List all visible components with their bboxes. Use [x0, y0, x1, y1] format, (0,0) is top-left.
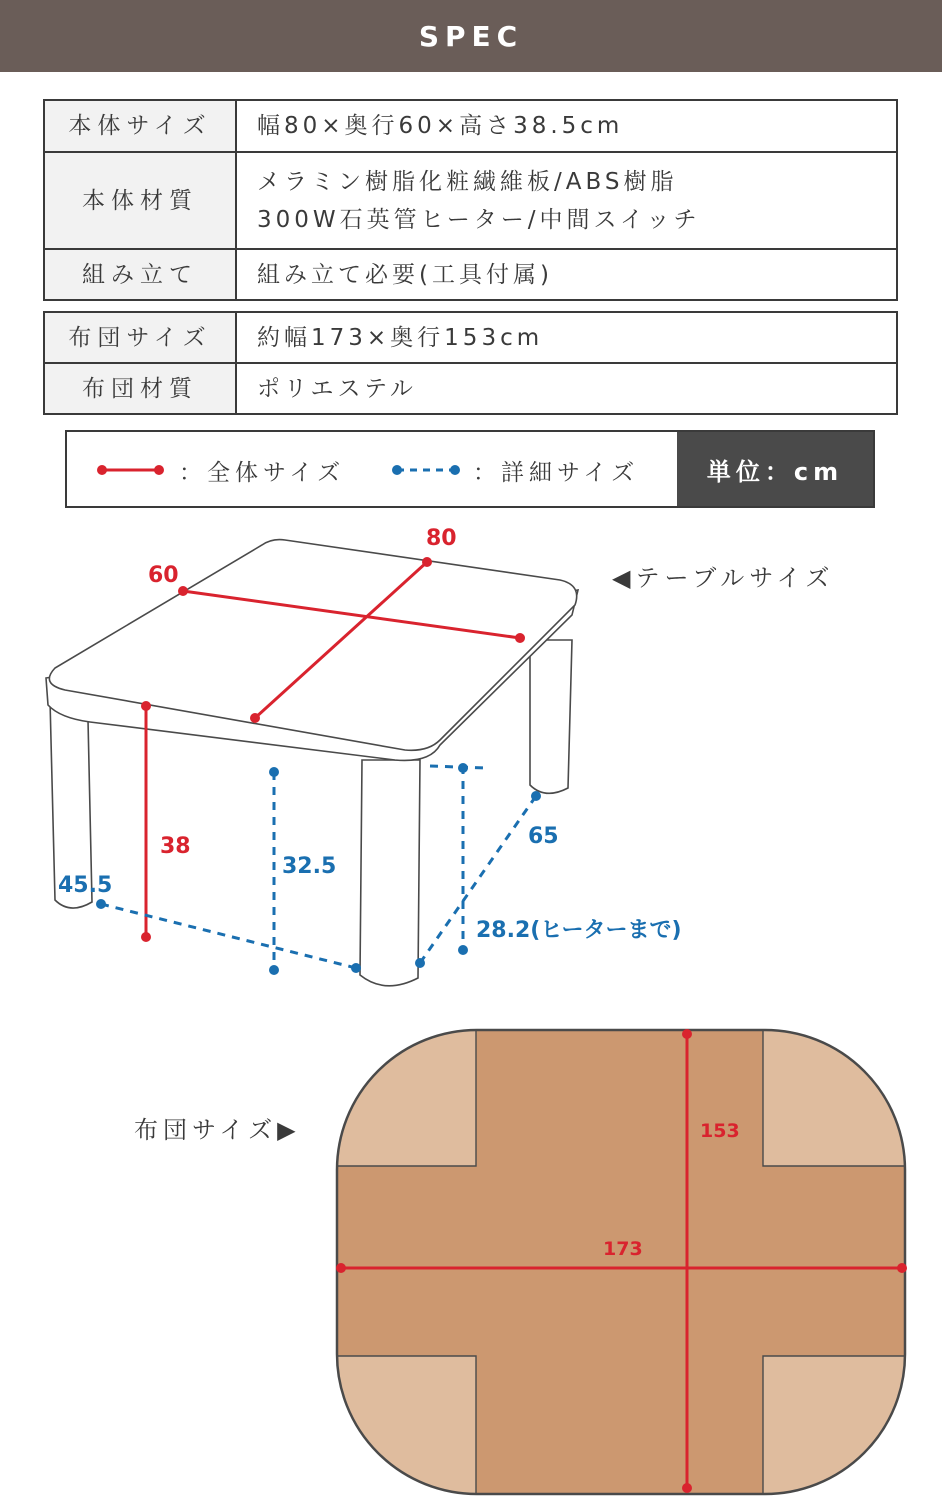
dimension-dot [458, 763, 468, 773]
left-depth-line [101, 904, 356, 968]
table-leg-front-right [360, 760, 420, 986]
dim-label-right-depth: 65 [528, 824, 559, 849]
dimension-dot [422, 557, 432, 567]
spec-value: 約幅173×奥行153cm [236, 312, 897, 363]
dimension-dot [96, 899, 106, 909]
spec-value: ポリエステル [236, 363, 897, 414]
dim-label-height: 38 [160, 834, 191, 859]
dimension-dot [415, 958, 425, 968]
overall-size-label: ：全体サイズ [179, 460, 346, 486]
spec-key: 布団材質 [44, 363, 236, 414]
spec-value-line: メラミン樹脂化粧繊維板/ABS樹脂 [257, 168, 678, 195]
dimension-dot [269, 965, 279, 975]
dim-label-width: 80 [426, 526, 457, 551]
dimension-dot [141, 932, 151, 942]
spec-value-line: 300W石英管ヒーター/中間スイッチ [257, 206, 701, 233]
dim-label-heater-height: 28.2(ヒーターまで) [476, 918, 682, 943]
detail-size-label: ：詳細サイズ [473, 460, 640, 486]
futon-depth-label: 153 [700, 1120, 740, 1142]
unit-badge: 単位：cm [677, 432, 873, 506]
spec-key: 本体サイズ [44, 100, 236, 152]
dimension-dot [458, 945, 468, 955]
spec-value: 幅80×奥行60×高さ38.5cm [236, 100, 897, 152]
spec-key: 本体材質 [44, 152, 236, 249]
dimension-dot [682, 1029, 692, 1039]
heater-ref-line [430, 766, 486, 768]
futon-width-label: 173 [603, 1238, 643, 1260]
dimension-dot [531, 791, 541, 801]
futon-size-caption: 布団サイズ▶ [134, 1116, 301, 1144]
dimension-dot [336, 1263, 346, 1273]
spec-key: 組み立て [44, 249, 236, 300]
futon-illustration [337, 1030, 905, 1494]
dim-label-depth: 60 [148, 563, 179, 588]
table-leg-back-right [530, 640, 572, 793]
dimension-dot [250, 713, 260, 723]
dimension-dot [178, 586, 188, 596]
dimension-dot [269, 767, 279, 777]
spec-value: 組み立て必要(工具付属) [236, 249, 897, 300]
dim-label-left-depth: 45.5 [58, 873, 113, 898]
dimension-dot [515, 633, 525, 643]
dimension-dot [682, 1483, 692, 1493]
futon-center-horizontal [337, 1166, 905, 1356]
dimension-dot [897, 1263, 907, 1273]
spec-key: 布団サイズ [44, 312, 236, 363]
dimension-dot [141, 701, 151, 711]
spec-title: SPEC [418, 19, 524, 53]
table-size-caption: ◀テーブルサイズ [612, 564, 835, 592]
dimension-dot [351, 963, 361, 973]
dim-label-inner-height: 32.5 [282, 854, 337, 879]
